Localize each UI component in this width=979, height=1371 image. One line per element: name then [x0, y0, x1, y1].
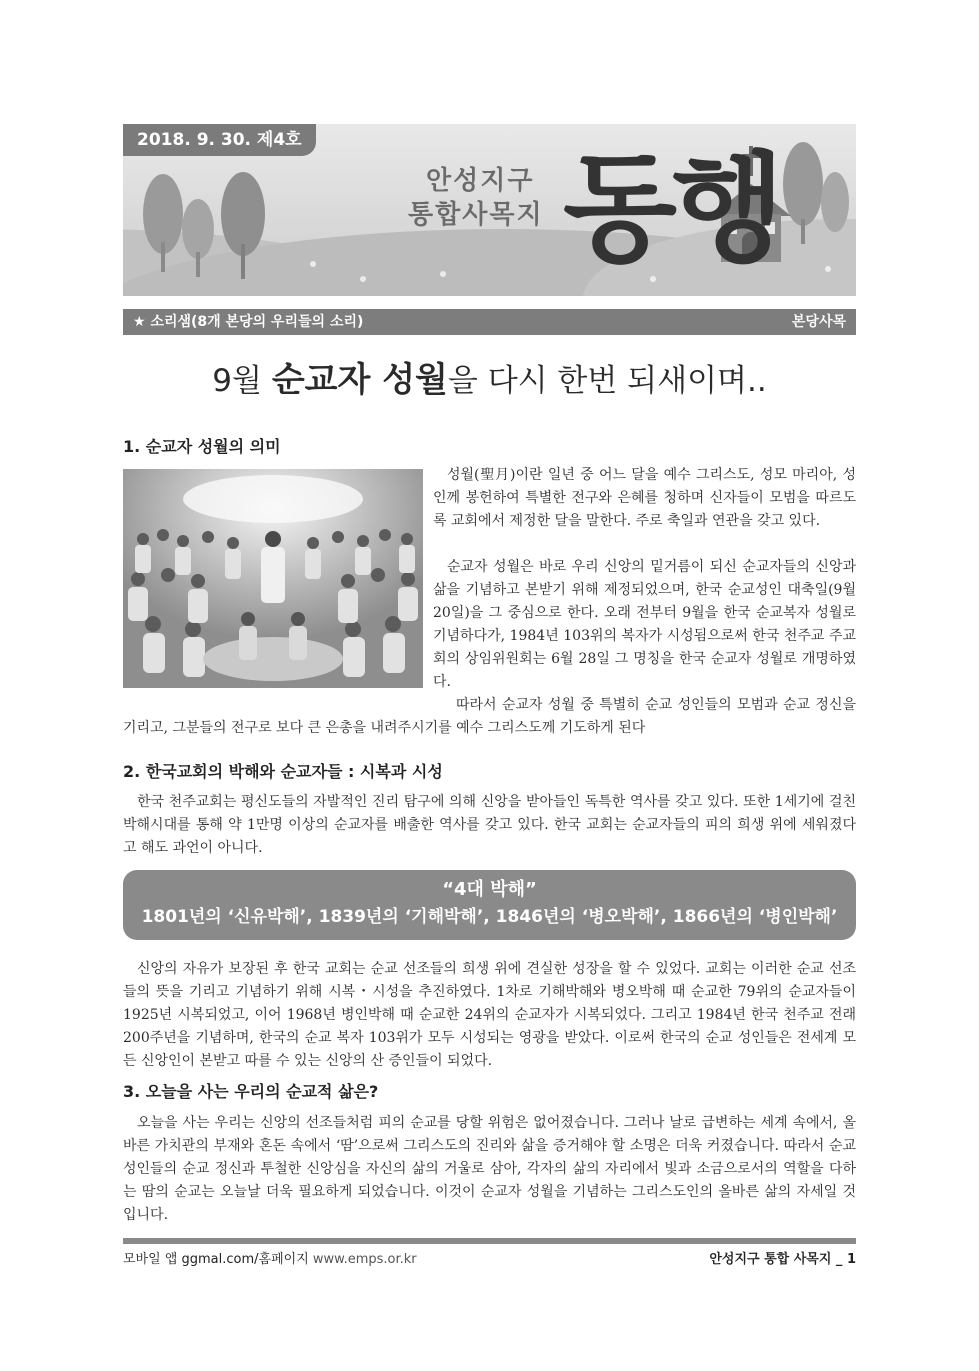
section-heading-2: 2. 한국교회의 박해와 순교자들 : 시복과 시성 — [123, 762, 443, 781]
section-bar-category: 본당사목 — [791, 314, 846, 330]
footer-contact: 모바일 앱 ggmal.com/홈페이지 www.emps.or.kr — [123, 1252, 417, 1267]
section-bar-label: ★ 소리샘(8개 본당의 우리들의 소리) — [133, 314, 364, 330]
homepage-link[interactable]: www.emps.or.kr — [312, 1252, 417, 1267]
paragraph: 신앙의 자유가 보장된 후 한국 교회는 순교 선조들의 희생 위에 견실한 성장을 할 수 있었다. 교회는 이러한 순교 선조들의 뜻을 기리고 기념하기 위해 시복・시성을 추진하였다. 1차로 기해박해와 병오박해 때 순교한 79위의 순교자들이 1925년 시복되었고, 이어 1968년 병인박해 때 순교한 24위의 순교자가 시복되었다. 그리고 1984년 한국 천주교 전래 200주년을 기념하며, 한국의 순교 복자 103위가 모두 시성되는 영광을 받았다. 이로써 한국의 순교 성인들은 전세계 모든 신앙인이 본받고 따를 수 있는 신앙의 산 증인들이 되었다. — [123, 961, 856, 1069]
persecutions-callout — [123, 870, 856, 940]
paragraph: 따라서 순교자 성월 중 특별히 순교 성인들의 모범과 순교 정신을 기리고, 그분들의 전구로 보다 큰 은총을 내려주시기를 예수 그리스도께 기도하게 된다 — [123, 697, 856, 736]
article-headline: 9월 순교자 성월을 다시 한번 되새이며.. — [212, 360, 767, 400]
footer-page-number: 안성지구 통합 사목지 _ 1 — [709, 1252, 856, 1267]
paragraph: 오늘을 사는 우리는 신앙의 선조들처럼 피의 순교를 당할 위험은 없어졌습니다. 그러나 날로 급변하는 세계 속에서, 올바른 가치관의 부재와 혼돈 속에서 ‘땀’으로써 그리스도의 진리와 삶을 증거해야 할 소명은 더욱 커졌습니다. 따라서 순교 성인들의 순교 정신과 투철한 신앙심을 자신의 삶의 거울로 삼아, 각자의 삶의 자리에서 빛과 소금으로서의 역할을 다하는 땀의 순교는 오늘날 더욱 필요하게 되었습니다. 이것이 순교자 성월을 기념하는 그리스도인의 올바른 삶의 자세일 것입니다. — [123, 1115, 856, 1223]
masthead-banner — [123, 124, 856, 296]
section-bar — [123, 309, 856, 335]
paragraph: 한국 천주교회는 평신도들의 자발적인 진리 탐구에 의해 신앙을 받아들인 독특한 역사를 갖고 있다. 또한 1세기에 걸친 박해시대를 통해 약 1만명 이상의 순교자를 배출한 역사를 갖고 있다. 한국 교회는 순교자들의 피의 희생 위에 세워졌다고 해도 과언이 아니다. — [123, 794, 856, 856]
publication-title: 동행 — [563, 140, 779, 278]
paragraph: 순교자 성월은 바로 우리 신앙의 밑거름이 되신 순교자들의 신앙과 삶을 기념하고 본받기 위해 제정되었으며, 한국 순교성인 대축일(9월 20일)을 그 중심으로 한다. 오래 전부터 9월을 한국 순교복자 성월로 기념하다가, 1984년 103위의 복자가 시성됨으로써 한국 천주교 주교회의 상임위원회는 6월 28일 그 명칭을 한국 순교자 성월로 개명하였다. — [433, 559, 856, 690]
callout-body: 1801년의 ‘신유박해’, 1839년의 ‘기해박해’, 1846년의 ‘병오박해’, 1866년의 ‘병인박해’ — [141, 907, 838, 927]
section-heading-3: 3. 오늘을 사는 우리의 순교적 삶은? — [123, 1082, 379, 1101]
publication-subtitle: 안성지구 통합사목지 — [408, 166, 544, 230]
callout-title: “4대 박해” — [442, 879, 537, 900]
issue-date-badge: 2018. 9. 30. 제4호 — [123, 124, 316, 156]
martyrs-painting-image — [123, 469, 423, 688]
footer-divider — [123, 1238, 856, 1244]
section-heading-1: 1. 순교자 성월의 의미 — [123, 437, 281, 456]
paragraph: 성월(聖月)이란 일년 중 어느 달을 예수 그리스도, 성모 마리아, 성인께 봉헌하여 특별한 전구와 은혜를 청하며 신자들이 모범을 따르도록 교회에서 제정한 달을 말한다. 주로 축일과 연관을 갖고 있다. — [433, 467, 856, 529]
